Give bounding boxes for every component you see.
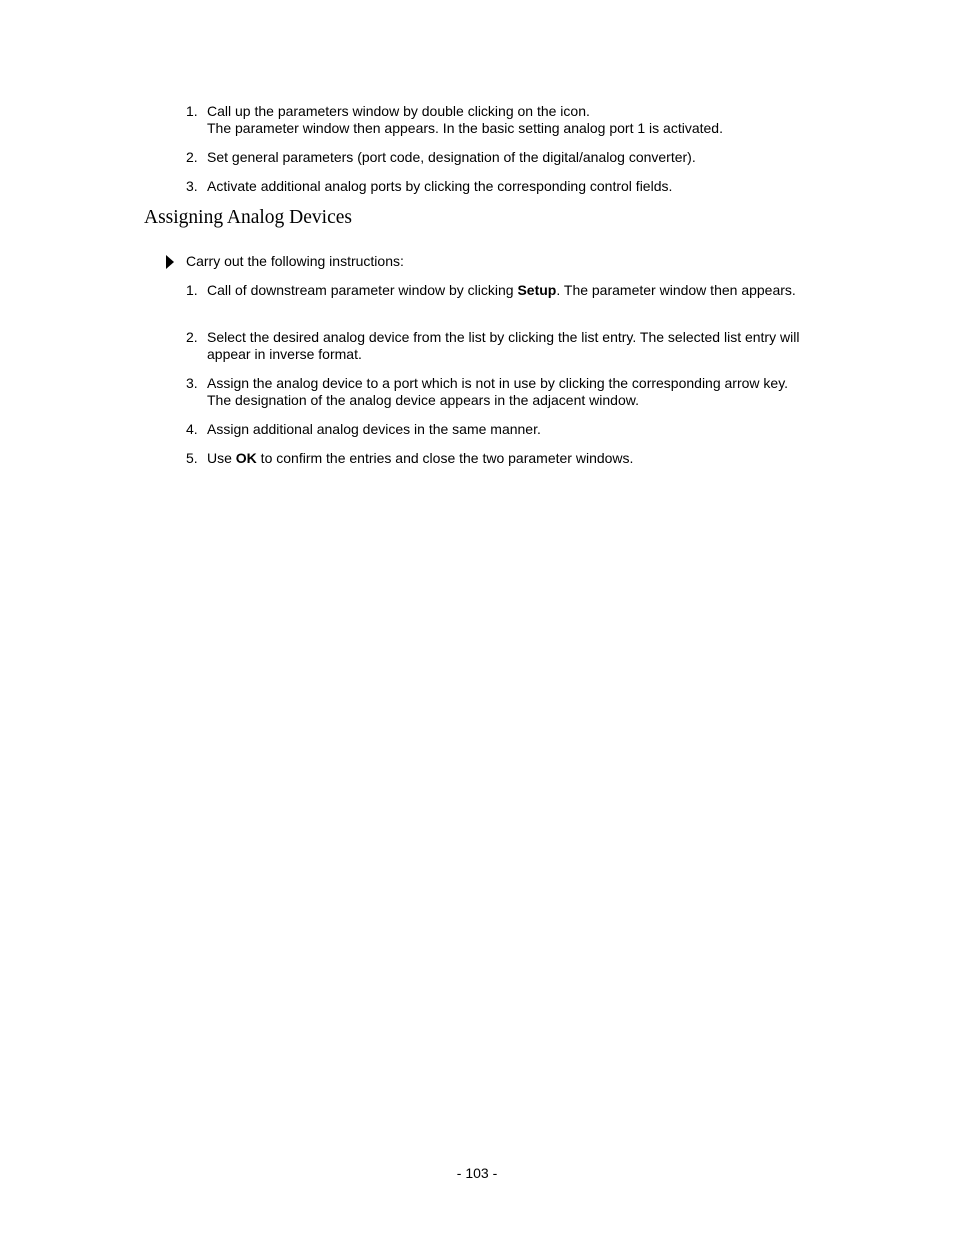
section-step-1	[186, 282, 806, 299]
step-number: 3.	[186, 178, 198, 194]
section-heading: Assigning Analog Devices	[144, 207, 352, 228]
step-text	[207, 450, 806, 467]
step-number: 1.	[186, 103, 198, 119]
instruction-line	[166, 253, 404, 270]
step-number: 2.	[186, 329, 198, 345]
step-number: 4.	[186, 421, 198, 437]
top-step-3	[186, 178, 806, 195]
section-step-5	[186, 450, 806, 467]
step-text-line: The parameter window then appears. In the basic setting analog port 1 is activated.	[207, 119, 723, 136]
page-number: - 103 -	[456, 1165, 498, 1181]
step-text-line: Call up the parameters window by double clicking on the icon.	[207, 103, 590, 119]
step-text-part: to confirm the entries and close the two parameter windows.	[256, 450, 634, 466]
instruction-text: Carry out the following instructions:	[186, 253, 404, 269]
step-text: Activate additional analog ports by clicking the corresponding control fields.	[207, 178, 673, 194]
ok-label: OK	[235, 450, 257, 466]
step-text-part: Call of downstream parameter window by clicking	[207, 282, 518, 298]
section-step-2	[186, 329, 806, 362]
step-text: Select the desired analog device from the list by clicking the list entry. The selected list entry will appear in inverse format.	[207, 329, 800, 362]
step-text-part: Use	[207, 450, 236, 466]
triangle-arrow-icon	[166, 255, 174, 269]
step-number: 1.	[186, 282, 198, 298]
step-text	[207, 103, 806, 136]
step-text: Assign additional analog devices in the same manner.	[207, 421, 541, 437]
step-number: 3.	[186, 375, 198, 391]
setup-label: Setup	[517, 282, 557, 298]
step-number: 2.	[186, 149, 198, 165]
section-step-3	[186, 375, 806, 408]
top-step-1	[186, 103, 806, 136]
step-text: Set general parameters (port code, designation of the digital/analog converter).	[207, 149, 696, 165]
step-text-part: . The parameter window then appears.	[556, 282, 796, 298]
section-step-4	[186, 421, 806, 438]
step-text	[207, 282, 806, 299]
step-text: Assign the analog device to a port which is not in use by clicking the corresponding arrow key. The designation of the analog device appears in the adjacent window.	[207, 375, 789, 408]
step-number: 5.	[186, 450, 198, 466]
top-step-2	[186, 149, 806, 166]
